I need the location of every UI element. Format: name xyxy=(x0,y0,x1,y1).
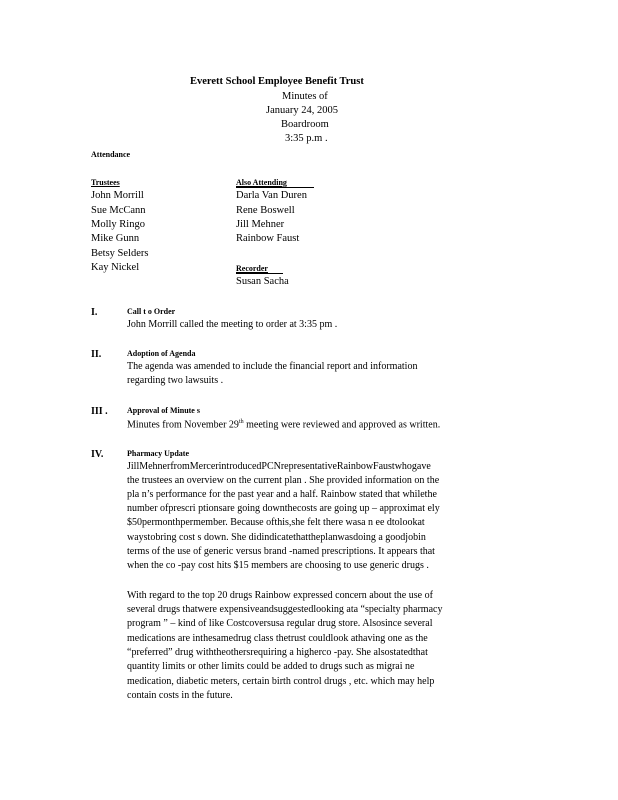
attendee-name: Rene Boswell xyxy=(236,205,295,216)
section-text-line: The agenda was amended to include the financial report and information xyxy=(127,361,418,372)
paragraph-line: pla n’s performance for the past year and a half. Rainbow stated that whilethe xyxy=(127,489,437,500)
trustee-name: Betsy Selders xyxy=(91,248,149,259)
section-text-line: John Morrill called the meeting to order at 3:35 pm . xyxy=(127,319,338,330)
trustee-name: John Morrill xyxy=(91,190,144,201)
also-attending-underline xyxy=(236,187,314,188)
recorder-name: Susan Sacha xyxy=(236,276,289,287)
trustee-name: Molly Ringo xyxy=(91,219,145,230)
paragraph-line: waystobring cost s down. She didindicatethattheplanwasdoing a goodjobin xyxy=(127,532,426,543)
minutes-text-b: meeting were reviewed and approved as written. xyxy=(243,419,441,431)
paragraph-line: contain costs in the future. xyxy=(127,690,233,701)
recorder-heading: Recorder xyxy=(236,264,268,273)
paragraph-line: several drugs thatwere expensiveandsuggestedlooking ata “specialty pharmacy xyxy=(127,604,443,615)
paragraph-line: number ofprescri ptionsare going downthecosts are going up – approximat ely xyxy=(127,503,440,514)
paragraph-line: $50permonthpermember. Because ofthis,she felt there wasa n ee dtolookat xyxy=(127,517,425,528)
also-attending-heading: Also Attending xyxy=(236,178,287,187)
paragraph-line: when the co -pay cost hits $15 members are choosing to use generic drugs . xyxy=(127,560,429,571)
paragraph-line: quantity limits or other limits could be added to drugs such as migrai ne xyxy=(127,661,415,672)
ordinal-suffix: th xyxy=(238,419,244,425)
section-title: Approval of Minute s xyxy=(127,406,200,415)
paragraph-line: medication, diabetic meters, certain birth control drugs , etc. which may help xyxy=(127,676,435,687)
trustees-heading: Trustees xyxy=(91,178,120,187)
section-title: Pharmacy Update xyxy=(127,449,189,458)
paragraph-line: “preferred” drug withtheothersrequiring a higherco -pay. She alsostatedthat xyxy=(127,647,428,658)
section-title: Call t o Order xyxy=(127,307,176,316)
meeting-location: Boardroom xyxy=(281,119,329,130)
paragraph-line: JillMehnerfromMercerintroducedPCNrepresentativeRainbowFaustwhogave xyxy=(127,461,431,472)
trustee-name: Kay Nickel xyxy=(91,262,140,273)
attendance-heading: Attendance xyxy=(91,150,131,159)
org-title: Everett School Employee Benefit Trust xyxy=(190,76,364,87)
paragraph-line: medications are inthesamedrug class thetrust couldlook athaving one as the xyxy=(127,633,428,644)
trustee-name: Sue McCann xyxy=(91,205,146,216)
doc-type: Minutes of xyxy=(282,91,328,102)
paragraph-line: the trustees an overview on the current plan . She provided information on the xyxy=(127,475,440,486)
trustee-name: Mike Gunn xyxy=(91,233,140,244)
meeting-date: January 24, 2005 xyxy=(266,105,339,116)
section-number: I. xyxy=(91,307,98,318)
section-title: Adoption of Agenda xyxy=(127,349,196,358)
attendee-name: Jill Mehner xyxy=(236,219,285,230)
paragraph-line: program ” – kind of like Costcoversusa regular drug store. Alsosince several xyxy=(127,618,433,629)
section-text-line: regarding two lawsuits . xyxy=(127,375,224,386)
section-number: II. xyxy=(91,349,102,360)
paragraph-line: terms of the use of generic versus brand -named prescriptions. It appears that xyxy=(127,546,435,557)
attendee-name: Darla Van Duren xyxy=(236,190,307,201)
recorder-underline xyxy=(236,273,283,274)
minutes-text-a: Minutes from November 29 xyxy=(127,419,239,431)
section-number: IV. xyxy=(91,449,104,460)
paragraph-line: With regard to the top 20 drugs Rainbow expressed concern about the use of xyxy=(127,590,433,601)
section-text-line xyxy=(127,419,440,430)
meeting-time: 3:35 p.m . xyxy=(285,133,328,144)
section-number: III . xyxy=(91,406,108,417)
attendee-name: Rainbow Faust xyxy=(236,233,300,244)
